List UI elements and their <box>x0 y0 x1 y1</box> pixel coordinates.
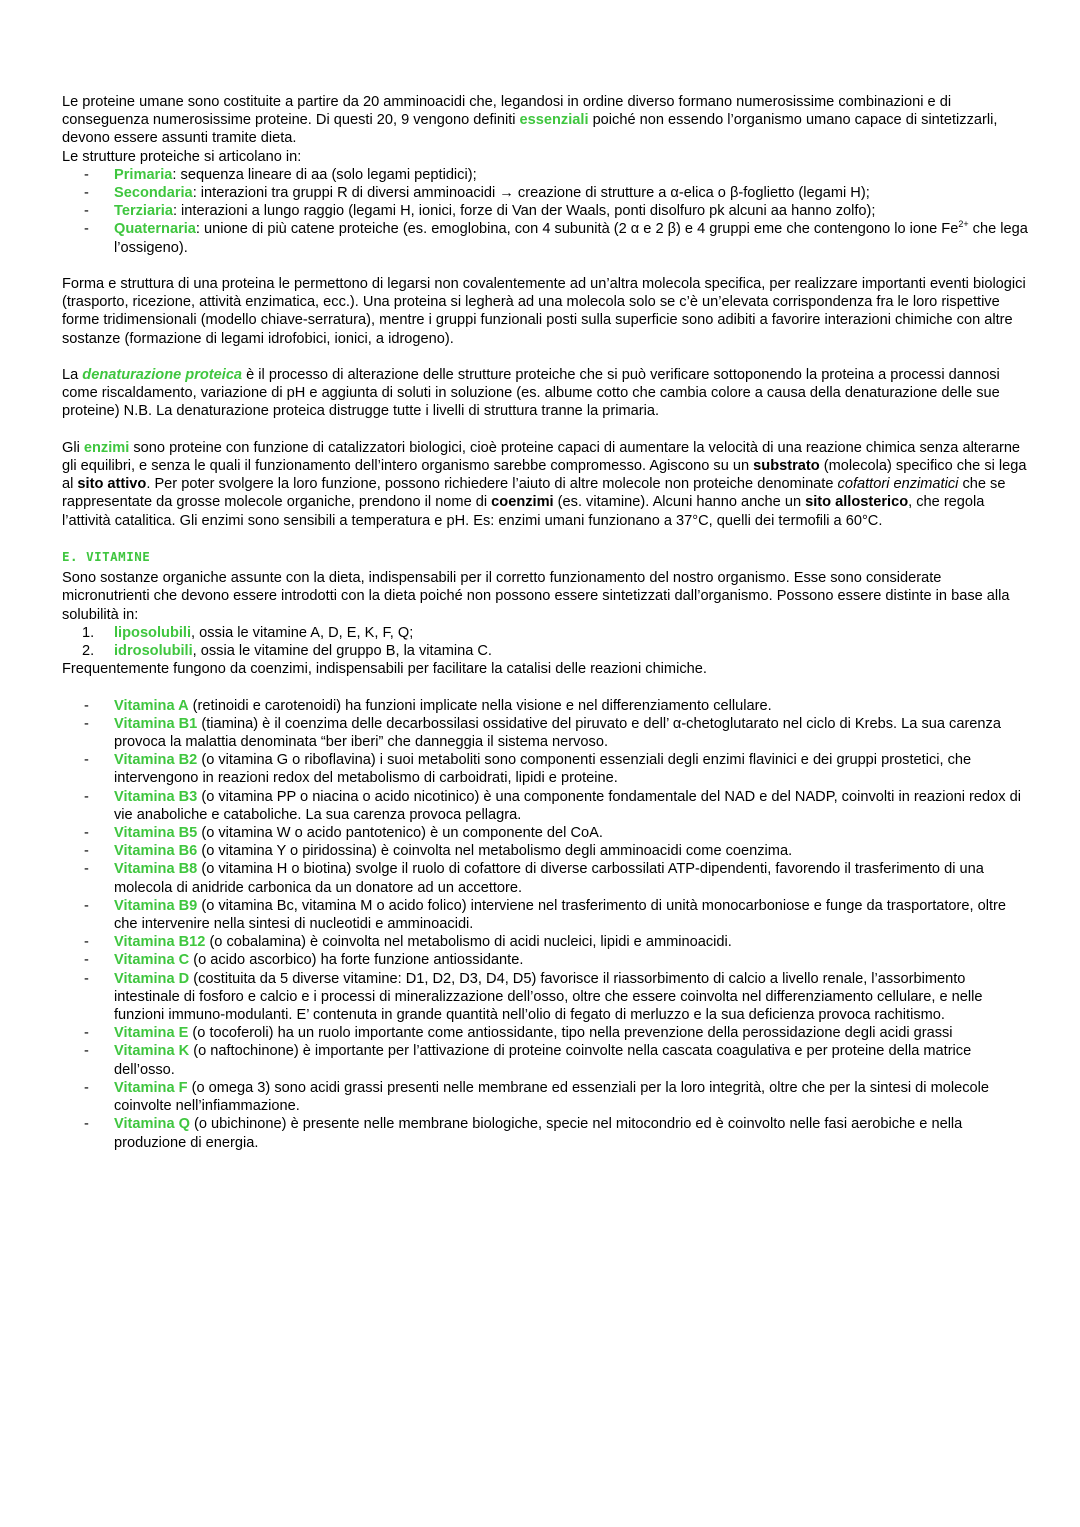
coenzymes-note: Frequentemente fungono da coenzimi, indispensabili per facilitare la catalisi delle reazioni chimiche. <box>62 661 707 678</box>
vitamin-description: (tiamina) è il coenzima delle decarbossilasi ossidative del piruvato e dell’ α-chetoglutarato nel ciclo di Krebs. La sua carenza provoca la malattia denominata “ber iberi” che danneggia il sistema nervoso. <box>114 715 1001 751</box>
sito-allosterico-term: sito allosterico <box>805 494 909 511</box>
superscript: 2+ <box>958 219 969 230</box>
vitamin-description: (o naftochinone) è importante per l’attivazione di proteine coinvolte nella cascata coagulativa e per proteine della matrice dell’osso. <box>114 1043 972 1078</box>
text-span: è il processo di alterazione delle strutture proteiche che si può verificare sottoponendo la proteina a processi dannosi come riscaldamento, variazione di pH e aggiunta di soluti in soluzione (es. albume cotto che cambia colore a causa della denaturazione delle sue proteine) N.B. La denaturazione proteica distrugge tutte i livelli di struttura tranne la primaria. <box>62 367 1000 420</box>
vitamin-name: Vitamina B8 <box>114 861 198 878</box>
denaturation-paragraph <box>62 366 1028 421</box>
structure-text: : interazioni tra gruppi R di diversi amminoacidi → creazione di strutture a α-elica o β-foglietto (legami H); <box>192 185 870 202</box>
vitamin-name: Vitamina D <box>114 970 190 987</box>
vitamin-name: Vitamina B2 <box>114 752 198 769</box>
structure-text: : sequenza lineare di aa (solo legami peptidici); <box>172 166 477 183</box>
list-item <box>62 1024 1028 1042</box>
list-item <box>62 697 1028 715</box>
vitamin-description: (costituita da 5 diverse vitamine: D1, D2, D3, D4, D5) favorisce il riassorbimento di calcio a livello renale, l’assorbimento intestinale di fosforo e calcio e i processi di mineralizzazione dell’osso, oltre che essere coinvolta nel differenziamento cellulare, e nelle funzioni immuno-modulanti. E’ contenuta in grande quantità nell’olio di fegato di merluzzo e la sua deficienza provoca rachitismo. <box>114 970 983 1024</box>
intro-text: Le proteine umane sono costituite a partire da 20 amminoacidi che, legandosi in ordine diverso formano numerosissime combinazioni e di conseguenza numerosissime proteine. Di questi 20, 9 vengono definiti <box>62 94 952 129</box>
list-item <box>62 933 1028 951</box>
cofattori-term: cofattori enzimatici <box>837 476 959 493</box>
text-span: sono proteine con funzione di catalizzatori biologici, cioè proteine capaci di aumentare la velocità di una reazione chimica senza alterarne gli equilibri, e senza le quali il funzionamento dell’intero organismo sarebbe compromesso. Agiscono su un <box>62 439 1021 475</box>
structure-text: : unione di più catene proteiche (es. emoglobina, con 4 subunità (2 α e 2 β) e 4 gruppi eme che contengono lo ione Fe <box>195 221 959 238</box>
vitamin-name: Vitamina A <box>114 697 189 714</box>
vitamin-description: (o vitamina H o biotina) svolge il ruolo di cofattore di diverse carbossilati ATP-dipendenti, favorendo il trasferimento di una molecola di anidride carbonica da un donatore ad un accettore. <box>114 861 984 896</box>
text-span: La <box>62 367 83 384</box>
structure-term: Terziaria <box>114 203 173 220</box>
enzimi-term: enzimi <box>83 439 130 456</box>
solubility-term: idrosolubili <box>114 643 193 660</box>
list-item <box>62 642 1028 660</box>
text-span: (molecola) specifico che si lega al <box>62 458 1027 493</box>
vitamin-description: (o acido ascorbico) ha forte funzione antiossidante. <box>189 952 524 969</box>
text-span: Gli <box>62 439 84 456</box>
list-item <box>62 842 1028 860</box>
structure-term: Quaternaria <box>114 221 196 238</box>
vitamin-name: Vitamina B6 <box>114 843 198 860</box>
vitamin-description: (o vitamina W o acido pantotenico) è un componente del CoA. <box>197 825 603 842</box>
solubility-list <box>62 624 1028 660</box>
form-paragraph: Forma e struttura di una proteina le permettono di legarsi non covalentemente ad un’altra molecola specifica, per realizzare importanti eventi biologici (trasporto, ricezione, attività enzimatica, ecc.). Una proteina si legherà ad una molecola solo se c’è un’elevata corrispondenza fra le loro rispettive forme tridimensionali (modello chiave-serratura), mentre i gruppi funzionali posti sulla superficie sono adibiti a favorire interazioni chimiche con altre sostanze (formazione di legami idrofobici, ionici, a idrogeno). <box>62 276 1026 347</box>
vitamin-name: Vitamina B1 <box>114 715 198 732</box>
vitamin-description: (o vitamina G o riboflavina) i suoi metaboliti sono componenti essenziali degli enzimi flavinici e dei gruppi prostetici, che intervengono in reazioni redox del metabolismo di carboidrati, lipidi e proteine. <box>114 752 972 787</box>
list-item <box>62 202 1028 220</box>
vitamin-name: Vitamina F <box>114 1079 188 1096</box>
vitamin-name: Vitamina C <box>114 952 190 969</box>
vitamins-list <box>62 697 1028 1152</box>
list-item <box>62 1079 1028 1115</box>
vitamin-description: (o vitamina Y o piridossina) è coinvolta nel metabolismo degli amminoacidi come coenzima. <box>197 843 793 860</box>
denaturation-term: denaturazione proteica <box>82 367 243 384</box>
list-number: 1. <box>82 624 95 641</box>
list-item <box>62 860 1028 896</box>
structure-term: Secondaria <box>114 185 193 202</box>
list-item <box>62 1042 1028 1078</box>
structure-text-tail: che lega l’ossigeno). <box>114 221 1028 256</box>
vitamins-intro: Sono sostanze organiche assunte con la dieta, indispensabili per il corretto funzionamento del nostro organismo. Esse sono considerate micronutrienti che devono essere introdotti con la dieta poiché non possono essere sintetizzati dall’organismo. Possono essere distinte in base alla solubilità in: <box>62 570 1010 623</box>
list-item <box>62 220 1028 256</box>
list-item <box>62 715 1028 751</box>
section-title: E. VITAMINE <box>62 549 151 565</box>
text-span: (es. vitamine). Alcuni hanno anche un <box>553 494 806 511</box>
vitamin-description: (retinoidi e carotenoidi) ha funzioni implicate nella visione e nel differenziamento cellulare. <box>188 697 772 714</box>
vitamin-name: Vitamina Q <box>114 1116 190 1133</box>
list-item <box>62 788 1028 824</box>
vitamin-description: (o cobalamina) è coinvolta nel metabolismo di acidi nucleici, lipidi e amminoacidi. <box>205 934 732 951</box>
vitamin-name: Vitamina B3 <box>114 788 198 805</box>
text-span: che se rappresentate da grosse molecole organiche, prendono il nome di <box>62 476 1006 511</box>
coenzimi-term: coenzimi <box>491 494 554 511</box>
sito-attivo-term: sito attivo <box>77 476 147 493</box>
structures-intro: Le strutture proteiche si articolano in: <box>62 148 302 165</box>
vitamin-name: Vitamina B5 <box>114 825 198 842</box>
vitamin-name: Vitamina B9 <box>114 897 198 914</box>
essenziali-term: essenziali <box>519 112 589 129</box>
intro-text-end: poiché non essendo l’organismo umano capace di sintetizzarli, devono essere assunti tramite dieta. <box>62 112 998 147</box>
vitamin-description: (o vitamina PP o niacina o acido nicotinico) è una componente fondamentale del NAD e del NADP, coinvolti in reazioni redox di vie anaboliche e cataboliche. La sua carenza provoca pellagra. <box>114 788 1021 823</box>
substrato-term: substrato <box>753 458 820 475</box>
solubility-text: , ossia le vitamine A, D, E, K, F, Q; <box>191 624 414 641</box>
list-item <box>62 897 1028 933</box>
vitamin-description: (o vitamina Bc, vitamina M o acido folico) interviene nel trasferimento di unità monocarboniose e funge da trasportatore, oltre che intervenire nella sintesi di nucleotidi e amminoacidi. <box>114 897 1007 933</box>
list-item <box>62 184 1028 202</box>
list-item <box>62 824 1028 842</box>
vitamin-description: (o tocoferoli) ha un ruolo importante come antiossidante, tipo nella prevenzione della perossidazione degli acidi grassi <box>188 1025 953 1042</box>
list-item <box>62 951 1028 969</box>
vitamin-description: (o ubichinone) è presente nelle membrane biologiche, specie nel mitocondrio ed è coinvolto nelle fasi aerobiche e nella produzione di energia. <box>114 1116 963 1151</box>
structure-text: : interazioni a lungo raggio (legami H, ionici, forze di Van der Waals, ponti disolfuro pk alcuni aa hanno zolfo); <box>172 203 876 220</box>
vitamin-name: Vitamina K <box>114 1043 190 1060</box>
list-number: 2. <box>82 643 95 660</box>
text-span: . Per poter svolgere la loro funzione, possono richiedere l’aiuto di altre molecole non proteiche denominate <box>146 476 838 493</box>
enzymes-paragraph <box>62 439 1028 530</box>
list-item <box>62 970 1028 1025</box>
solubility-term: liposolubili <box>114 624 192 641</box>
vitamin-description: (o omega 3) sono acidi grassi presenti nelle membrane ed essenziali per la loro integrità, oltre che per la sintesi di molecole coinvolte nell’infiammazione. <box>114 1079 989 1115</box>
list-item <box>62 624 1028 642</box>
list-item <box>62 751 1028 787</box>
list-item <box>62 1115 1028 1151</box>
list-item <box>62 166 1028 184</box>
solubility-text: , ossia le vitamine del gruppo B, la vitamina C. <box>192 643 492 660</box>
structures-list <box>62 166 1028 257</box>
structure-term: Primaria <box>114 166 173 183</box>
vitamin-name: Vitamina B12 <box>114 934 206 951</box>
text-span: , che regola l’attività catalitica. Gli enzimi sono sensibili a temperatura e pH. Es: enzimi umani funzionano a 37°C, quelli dei termofili a 60°C. <box>62 494 985 529</box>
intro-paragraph <box>62 93 1028 148</box>
vitamin-name: Vitamina E <box>114 1025 189 1042</box>
